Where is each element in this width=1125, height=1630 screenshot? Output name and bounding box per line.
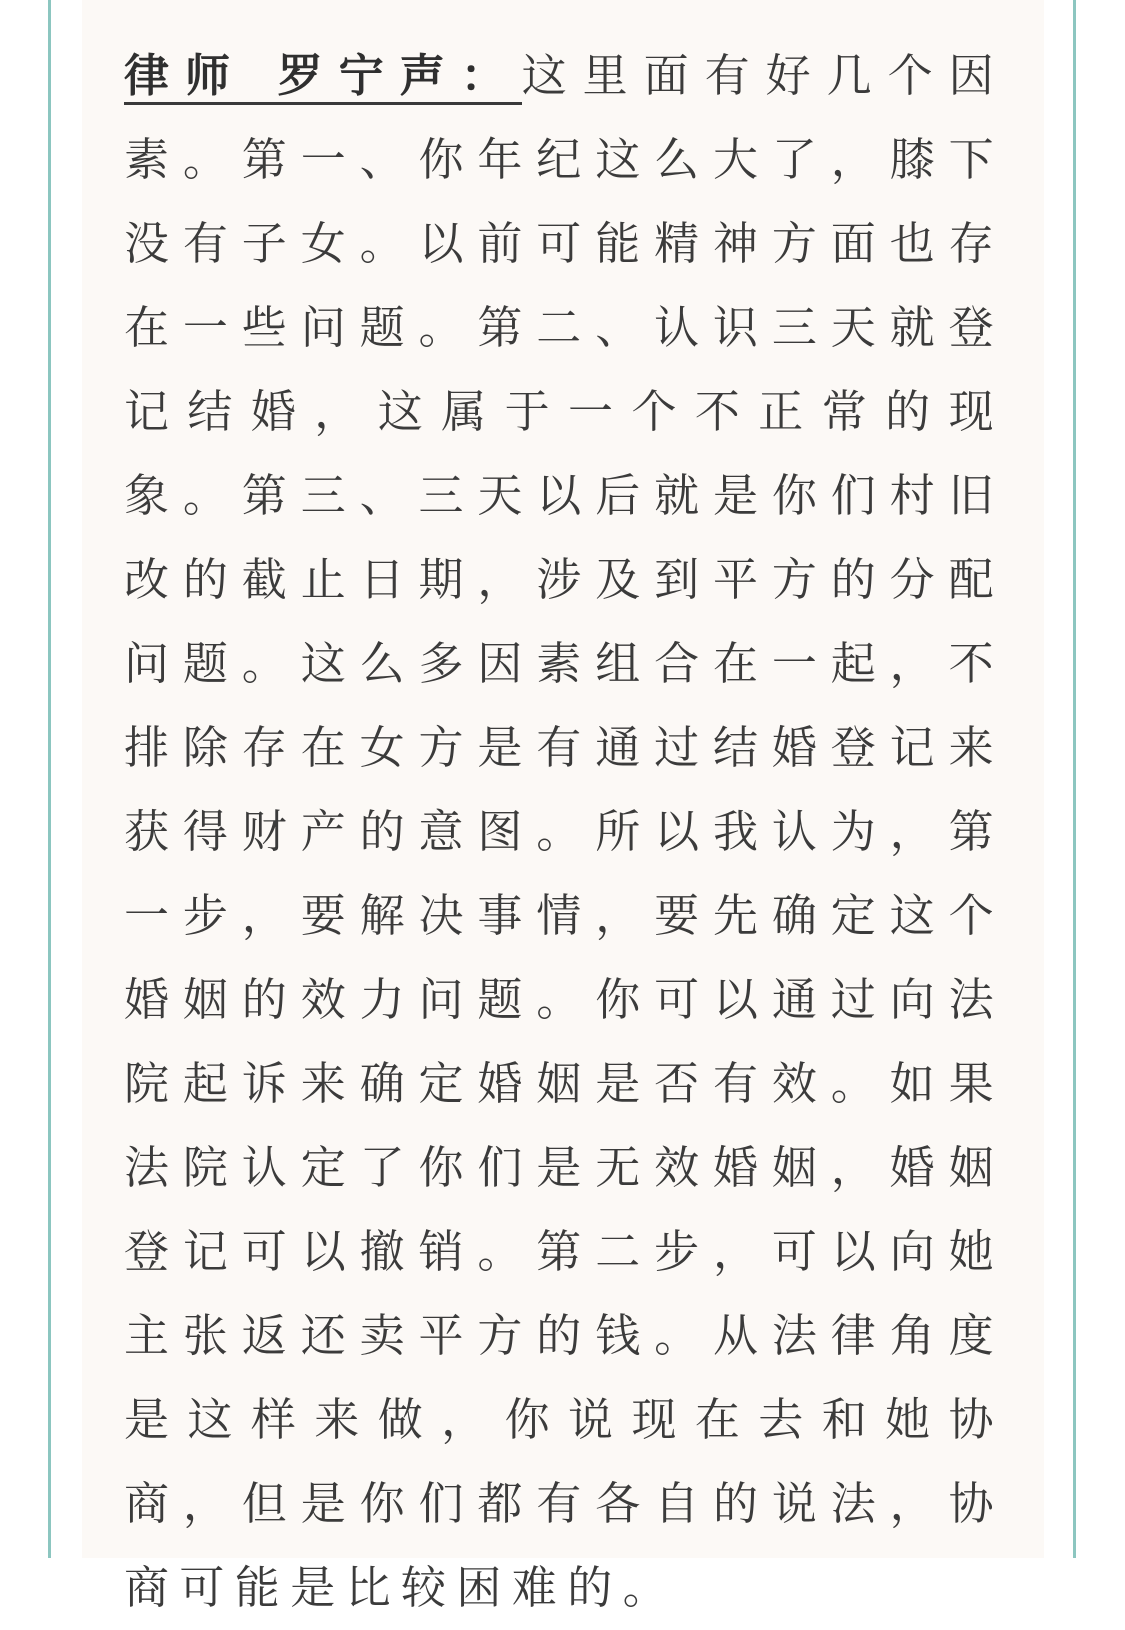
- left-frame-line: [48, 0, 51, 1558]
- right-frame-line: [1073, 0, 1076, 1558]
- article-body: 这里面有好几个因素。第一、你年纪这么大了，膝下没有子女。以前可能精神方面也存在一些问题。第二、认识三天就登记结婚，这属于一个不正常的现象。第三、三天以后就是你们村旧改的截止日期，涉及到平方的分配问题。这么多因素组合在一起，不排除存在女方是有通过结婚登记来获得财产的意图。所以我认为，第一步，要解决事情，要先确定这个婚姻的效力问题。你可以通过向法院起诉来确定婚姻是否有效。如果法院认定了你们是无效婚姻，婚姻登记可以撤销。第二步，可以向她主张返还卖平方的钱。从法律角度是这样来做，你说现在去和她协商，但是你们都有各自的说法，协商可能是比较困难的。: [124, 49, 1005, 1614]
- article-paragraph: [124, 34, 1004, 1630]
- speaker-label: 律师 罗宁声：: [124, 49, 522, 105]
